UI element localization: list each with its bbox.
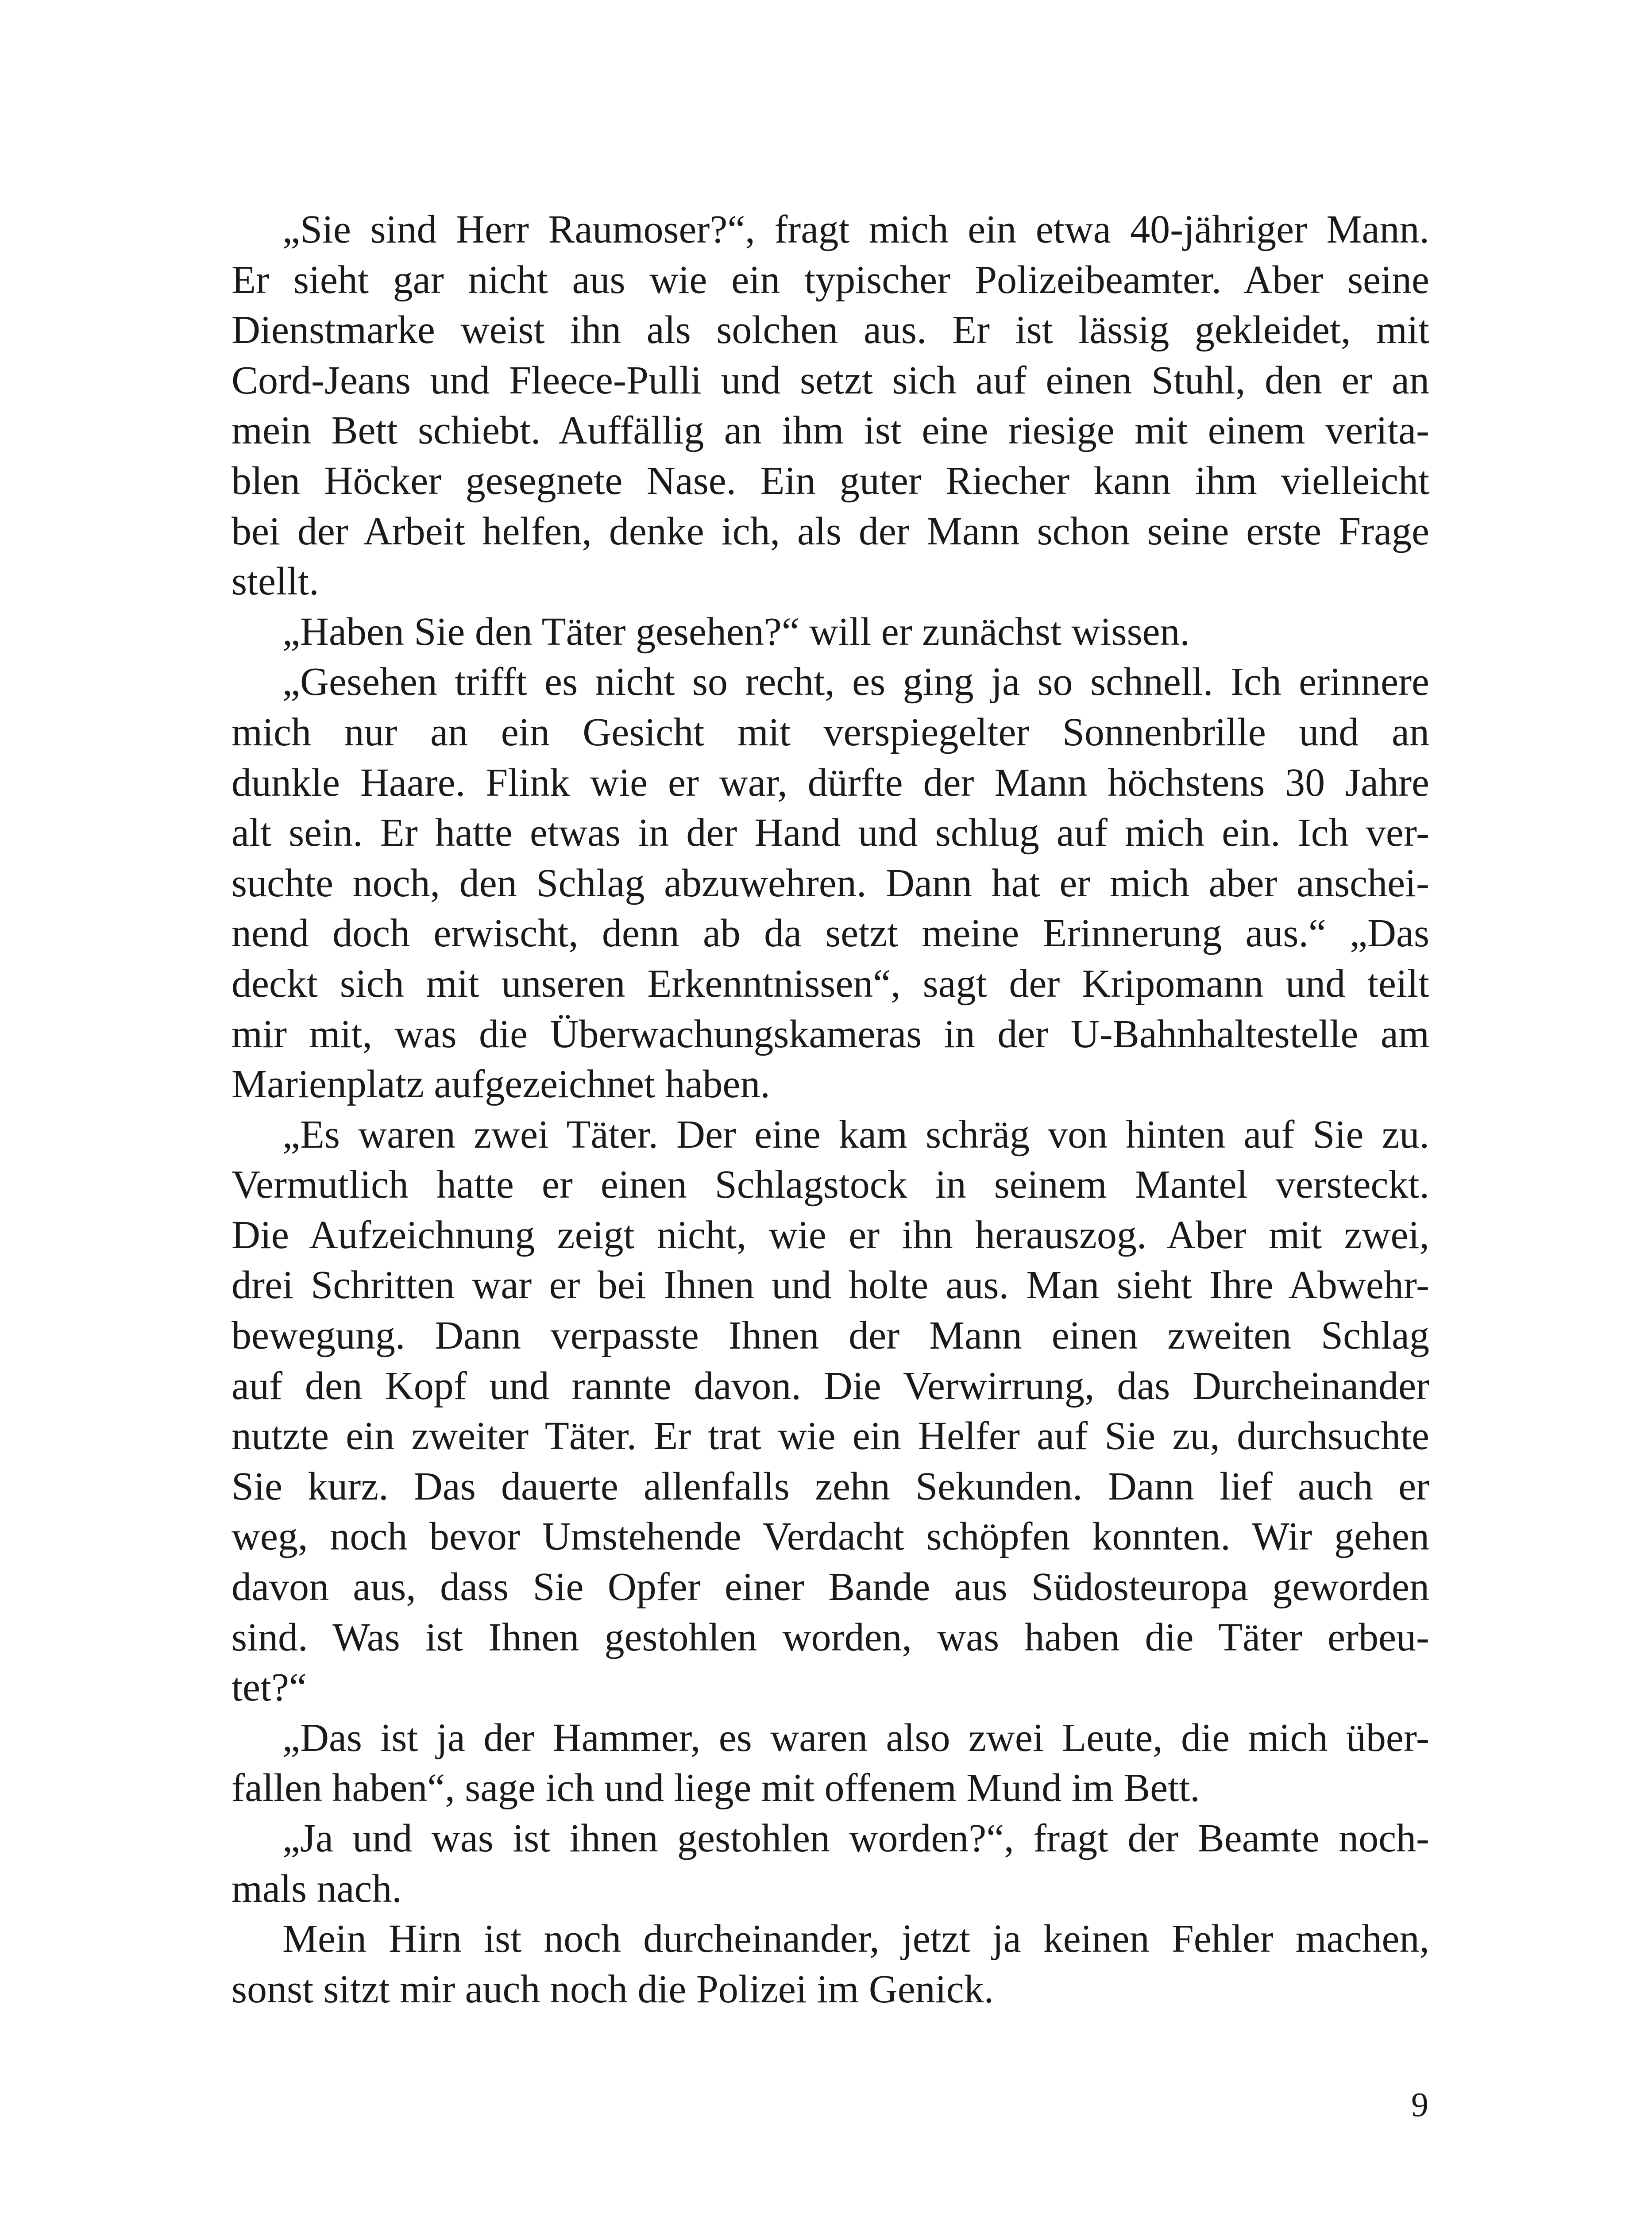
text-line: Dienstmarke weist ihn als solchen aus. Er ist lässig gekleidet, mit	[232, 308, 1429, 352]
text-line: blen Höcker gesegnete Nase. Ein guter Riecher kann ihm vielleicht	[232, 459, 1429, 503]
text-line: nutzte ein zweiter Täter. Er trat wie ein Helfer auf Sie zu, durchsuchte	[232, 1414, 1429, 1458]
text-line: Er sieht gar nicht aus wie ein typischer Polizeibeamter. Aber seine	[232, 258, 1429, 302]
text-line: Marienplatz aufgezeichnet haben.	[232, 1062, 770, 1106]
text-line: „Sie sind Herr Raumoser?“, fragt mich ein etwa 40-jähriger Mann.	[282, 208, 1429, 251]
text-line: suchte noch, den Schlag abzuwehren. Dann hat er mich aber anschei-	[232, 861, 1429, 905]
text-line: Vermutlich hatte er einen Schlagstock in seinem Mantel versteckt.	[232, 1163, 1429, 1207]
text-line: Sie kurz. Das dauerte allenfalls zehn Sekunden. Dann lief auch er	[232, 1464, 1429, 1508]
text-line: sonst sitzt mir auch noch die Polizei im Genick.	[232, 1967, 994, 2011]
text-line: bewegung. Dann verpasste Ihnen der Mann einen zweiten Schlag	[232, 1314, 1429, 1358]
text-line: mich nur an ein Gesicht mit verspiegelter Sonnenbrille und an	[232, 710, 1429, 754]
text-line: Cord-Jeans und Fleece-Pulli und setzt sich auf einen Stuhl, den er an	[232, 358, 1429, 402]
text-line: deckt sich mit unseren Erkenntnissen“, sagt der Kripomann und teilt	[232, 961, 1429, 1006]
text-line: Die Aufzeichnung zeigt nicht, wie er ihn herauszog. Aber mit zwei,	[232, 1213, 1429, 1257]
body-text	[232, 204, 1429, 2014]
text-line: „Gesehen trifft es nicht so recht, es ging ja so schnell. Ich erinnere	[282, 660, 1429, 704]
text-line: mals nach.	[232, 1866, 402, 1911]
text-line: tet?“	[232, 1666, 307, 1710]
text-line: mir mit, was die Überwachungskameras in der U-Bahnhaltestelle am	[232, 1012, 1429, 1056]
text-line: sind. Was ist Ihnen gestohlen worden, was haben die Täter erbeu-	[232, 1615, 1429, 1659]
page-number: 9	[1411, 2085, 1428, 2124]
text-line: „Es waren zwei Täter. Der eine kam schräg von hinten auf Sie zu.	[282, 1112, 1429, 1157]
text-line: stellt.	[232, 559, 319, 604]
text-line: fallen haben“, sage ich und liege mit offenem Mund im Bett.	[232, 1766, 1200, 1810]
text-line: auf den Kopf und rannte davon. Die Verwirrung, das Durcheinander	[232, 1364, 1429, 1408]
text-line: mein Bett schiebt. Auffällig an ihm ist eine riesige mit einem verita-	[232, 409, 1429, 453]
text-line: nend doch erwischt, denn ab da setzt meine Erinnerung aus.“ „Das	[232, 911, 1429, 956]
text-line: weg, noch bevor Umstehende Verdacht schöpfen konnten. Wir gehen	[232, 1515, 1429, 1559]
text-line: „Haben Sie den Täter gesehen?“ will er zunächst wissen.	[282, 609, 1190, 654]
text-line: bei der Arbeit helfen, denke ich, als der Mann schon seine erste Frage	[232, 509, 1429, 553]
text-line: „Das ist ja der Hammer, es waren also zwei Leute, die mich über-	[282, 1716, 1429, 1760]
text-line: drei Schritten war er bei Ihnen und holte aus. Man sieht Ihre Abwehr-	[232, 1263, 1429, 1307]
text-line: dunkle Haare. Flink wie er war, dürfte der Mann höchstens 30 Jahre	[232, 760, 1429, 805]
text-line: davon aus, dass Sie Opfer einer Bande aus Südosteuropa geworden	[232, 1565, 1429, 1609]
text-line: Mein Hirn ist noch durcheinander, jetzt ja keinen Fehler machen,	[282, 1917, 1429, 1961]
text-line: alt sein. Er hatte etwas in der Hand und schlug auf mich ein. Ich ver-	[232, 811, 1429, 855]
text-line: „Ja und was ist ihnen gestohlen worden?“, fragt der Beamte noch-	[282, 1816, 1429, 1860]
